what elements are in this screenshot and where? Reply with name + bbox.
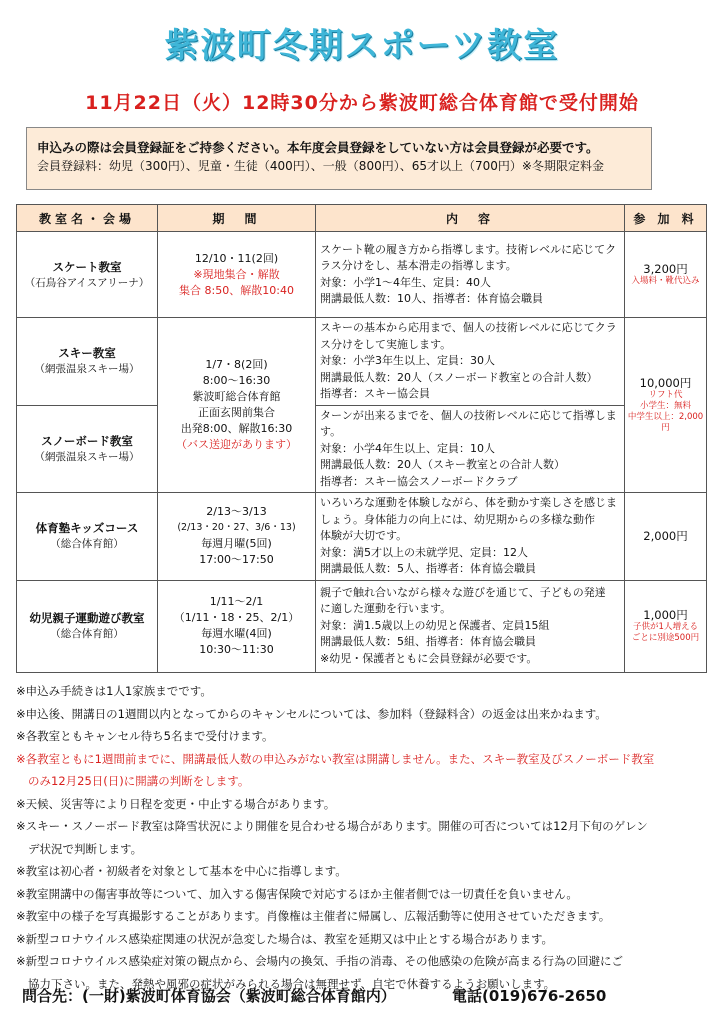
content-cell [316,405,625,493]
class-venue: （石鳥谷アイスアリーナ） [24,276,150,289]
period-cell [158,493,316,581]
content-line: 対象：小学3年生以上、定員：30人 [320,354,495,367]
membership-notice [26,127,652,190]
fee-note: ごとに別途500円 [631,633,700,643]
content-line: 対象：満1.5歳以上の幼児と保護者、定員15組 [320,618,550,632]
period-line: (2/13・20・27、3/6・13) [177,522,296,534]
note-item: ※新型コロナウイルス感染症関連の状況が急変した場合は、教室を延期又は中止とする場合があります。 [16,931,554,946]
content-line: 指導者：スキー協会員 [320,387,430,400]
period-note: 集合 8:50、解散10:40 [179,283,294,297]
content-line: ス分けをして実施します。 [320,337,452,351]
class-venue: （総合体育館） [50,538,124,551]
fee-amount: 2,000円 [643,529,688,544]
contact-label: 問合先：(一財)紫波町体育協会（紫波町総合体育館内） [22,987,396,1005]
class-schedule-table [16,204,707,673]
content-line: す。 [320,425,342,438]
fee-note: リフト代 [648,390,683,400]
note-item: ※天候、災害等により日程を変更・中止する場合があります。 [16,796,336,811]
header-fee: 参 加 料 [625,205,707,232]
note-item: ※教室開講中の傷害事故等について、加入する傷害保険で対応するほか主催者側では一切責任を負いません。 [16,886,578,901]
note-item: ※申込み手続きは1人1家族までです。 [16,684,212,698]
note-item: ※新型コロナウイルス感染症対策の観点から、会場内の換気、手指の消毒、その他感染の危険が高まる行為の回避にご [16,954,623,968]
content-cell [316,580,625,672]
period-cell [158,232,316,318]
content-line: 体験が大切です。 [320,529,408,542]
class-venue: （網張温泉スキー場） [34,363,140,376]
class-name-cell [17,405,158,493]
content-line: 開講最低人数：20人（スキー教室との合計人数） [320,458,565,471]
period-note: （バス送迎があります） [176,438,297,451]
table-row [17,580,707,672]
note-item: 協力下さい。また、発熱や風邪の症状がみられる場合は無理せず、自宅で休養するようお願いします。 [28,976,556,991]
content-cell [316,493,625,581]
period-line: 1/7・8(2回) [205,358,268,371]
fee-note: 小学生：無料 [639,401,691,411]
content-line: 対象：満5才以上の未就学児、定員：12人 [320,545,528,559]
page-title: 紫波町冬期スポーツ教室 [164,26,560,66]
content-line: に適した運動を行います。 [320,602,452,616]
period-line: 8:00～16:30 [202,374,271,387]
class-name-cell [17,318,158,406]
note-item: ※申込後、開講日の1週間以内となってからのキャンセルについては、参加料（登録料含）の返金は出来かねます。 [16,706,607,721]
content-cell [316,232,625,318]
fee-amount: 1,000円 [643,608,688,622]
header-period: 期 間 [158,205,316,232]
header-content: 内 容 [316,205,625,232]
content-line: 指導者：スキー協会スノーボードクラブ [320,474,518,488]
content-line: しょう。身体能力の向上には、幼児期からの多様な動作 [320,512,595,526]
content-cell [316,318,625,406]
class-name: 体育塾キッズコース [35,521,139,536]
class-name-cell [17,232,158,318]
notes-list [16,680,712,995]
class-name: スキー教室 [58,346,116,361]
content-line: 親子で触れ合いながら様々な遊びを通じて、子どもの発達 [320,585,606,599]
content-line: 開講最低人数：5組、指導者：体育協会職員 [320,635,536,649]
table-row [17,318,707,406]
content-line: 対象：小学1～4年生、定員：40人 [320,275,491,289]
period-line: 2/13～3/13 [206,505,267,519]
period-line: 1/11～2/1 [209,595,264,608]
contact-info [22,985,712,1006]
note-item: ※各教室ともキャンセル待ち5名まで受付けます。 [16,729,274,743]
registration-date-banner: 11月22日（火）12時30分から紫波町総合体育館で受付開始 [85,92,639,114]
table-row [17,493,707,581]
header-class-venue: 教室名・会場 [17,205,158,232]
period-note: ※現地集合・解散 [193,267,280,281]
content-line: ※幼児・保護者ともに会員登録が必要です。 [320,651,538,665]
period-line: 17:00～17:50 [199,553,274,567]
table-row [17,405,707,493]
fee-note: 子供が1人増える [633,622,698,632]
period-cell [158,580,316,672]
class-name: スケート教室 [52,259,122,274]
class-name-cell [17,493,158,581]
period-line: 毎週月曜(5回) [201,537,272,551]
class-venue: （網張温泉スキー場） [34,450,140,463]
period-line: 12/10・11(2回) [194,251,279,265]
class-venue: （総合体育館） [50,628,124,640]
fee-note: 中学生以上：2,000円 [627,412,704,433]
content-line: 開講最低人数：20人（スノーボード教室との合計人数） [320,370,598,384]
notice-line-1: 申込みの際は会員登録証をご持参ください。本年度会員登録をしていない方は会員登録が必要です。 [37,140,599,155]
content-line: いろいろな運動を体験しながら、体を動かす楽しさを感じま [320,496,617,509]
note-item: ※教室中の様子を写真撮影することがあります。肖像権は主催者に帰属し、広報活動等に使用させていただきます。 [16,909,611,923]
note-item: のみ12月25日(日)に開講の判断をします。 [28,774,250,788]
content-line: ラス分けをし、基本滑走の指導します。 [320,259,517,272]
table-row [17,232,707,318]
table-header-row [17,205,707,232]
contact-phone: 電話(019)676-2650 [452,987,607,1005]
fee-cell [625,493,707,581]
content-line: スキーの基本から応用まで、個人の技術レベルに応じてクラ [320,321,617,334]
fee-amount: 10,000円 [639,376,692,390]
period-line: （1/11・18・25、2/1） [173,611,300,624]
note-item: ※教室は初心者・初級者を対象として基本を中心に指導します。 [16,864,347,878]
fee-amount: 3,200円 [643,262,688,276]
class-name: スノーボード教室 [41,433,133,448]
period-line: 10:30～11:30 [199,643,274,656]
class-name: 幼児親子運動遊び教室 [29,611,145,625]
note-item: ※スキー・スノーボード教室は降雪状況により開催を見合わせる場合があります。開催の可否については12月下旬のゲレン [16,819,648,833]
fee-note: 入場料・靴代込み [631,276,700,286]
content-line: スケート靴の履き方から指導します。技術レベルに応じてク [320,242,617,256]
fee-cell [625,580,707,672]
period-line: 毎週水曜(4回) [201,627,272,640]
content-line: ターンが出来るまでを、個人の技術レベルに応じて指導しま [320,408,617,422]
period-cell [158,318,316,493]
fee-cell [625,232,707,318]
note-item: デ状況で判断します。 [28,841,143,856]
period-line: 出発8:00、解散16:30 [180,422,293,435]
content-line: 開講最低人数：10人、指導者：体育協会職員 [320,292,543,305]
notice-line-2: 会員登録料：幼児（300円）、児童・生徒（400円）、一般（800円）、65才以上（700円）※冬期限定料金 [37,159,604,173]
note-item: ※各教室ともに1週間前までに、開講最低人数の申込みがない教室は開講しません。また、スキー教室及びスノーボード教室 [16,751,655,766]
content-line: 対象：小学4年生以上、定員：10人 [320,441,495,455]
content-line: 開講最低人数：5人、指導者：体育協会職員 [320,562,536,575]
fee-cell [625,318,707,493]
period-line: 正面玄関前集合 [198,406,275,419]
period-line: 紫波町総合体育館 [192,390,281,403]
class-name-cell [17,580,158,672]
